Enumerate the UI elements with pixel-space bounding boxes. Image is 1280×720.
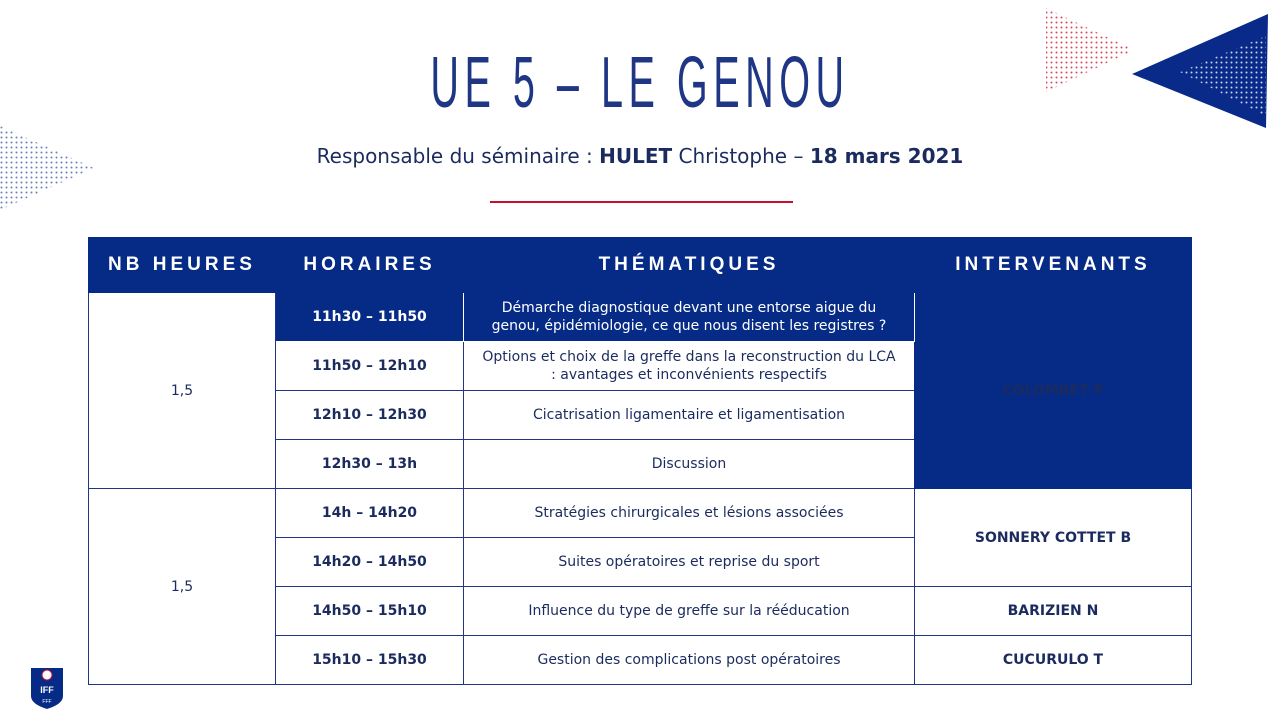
table-row	[89, 489, 1192, 538]
time-cell: 11h50 – 12h10	[276, 342, 464, 391]
title-divider	[490, 201, 793, 203]
hours-cell: 1,5	[89, 293, 276, 489]
column-header-times: HORAIRES	[276, 238, 464, 293]
table-row	[89, 293, 1192, 342]
iff-logo	[27, 662, 67, 710]
hours-cell: 1,5	[89, 489, 276, 685]
speaker-cell: BARIZIEN N	[915, 587, 1192, 636]
time-cell: 15h10 – 15h30	[276, 636, 464, 685]
topic-cell: Cicatrisation ligamentaire et ligamentisation	[464, 391, 915, 440]
subtitle-name-rest: Christophe –	[672, 144, 810, 168]
schedule-table	[88, 237, 1192, 685]
column-header-speakers: INTERVENANTS	[915, 238, 1192, 293]
subtitle-name-bold: HULET	[599, 144, 673, 168]
time-cell: 12h30 – 13h	[276, 440, 464, 489]
column-header-hours: NB HEURES	[89, 238, 276, 293]
topic-cell: Suites opératoires et reprise du sport	[464, 538, 915, 587]
column-header-topics: THÉMATIQUES	[464, 238, 915, 293]
topic-cell: Stratégies chirurgicales et lésions associées	[464, 489, 915, 538]
table-header-row	[89, 238, 1192, 293]
topic-cell: Options et choix de la greffe dans la reconstruction du LCA : avantages et inconvénients respectifs	[464, 342, 915, 391]
dotted-triangle-left-decoration	[0, 126, 96, 212]
speaker-cell: SONNERY COTTET B	[915, 489, 1192, 587]
speaker-cell: CUCURULO T	[915, 636, 1192, 685]
subtitle-date: 18 mars 2021	[809, 144, 964, 168]
time-cell: 14h50 – 15h10	[276, 587, 464, 636]
topic-cell: Influence du type de greffe sur la rééducation	[464, 587, 915, 636]
topic-cell: Gestion des complications post opératoires	[464, 636, 915, 685]
subtitle-prefix: Responsable du séminaire :	[316, 144, 600, 168]
logo-text: IFF	[40, 685, 54, 695]
time-cell: 14h20 – 14h50	[276, 538, 464, 587]
topic-cell: Démarche diagnostique devant une entorse aigue du genou, épidémiologie, ce que nous disent les registres ?	[464, 293, 915, 342]
logo-subtext: FFF	[42, 699, 52, 705]
topic-cell: Discussion	[464, 440, 915, 489]
page-title: UE 5 – LE GENOU	[430, 43, 850, 123]
time-cell: 12h10 – 12h30	[276, 391, 464, 440]
triangles-top-right-decoration	[1040, 6, 1280, 130]
time-cell: 14h – 14h20	[276, 489, 464, 538]
time-cell: 11h30 – 11h50	[276, 293, 464, 342]
page-subtitle	[0, 144, 1280, 168]
speaker-cell: COLOMBET P	[915, 293, 1192, 489]
